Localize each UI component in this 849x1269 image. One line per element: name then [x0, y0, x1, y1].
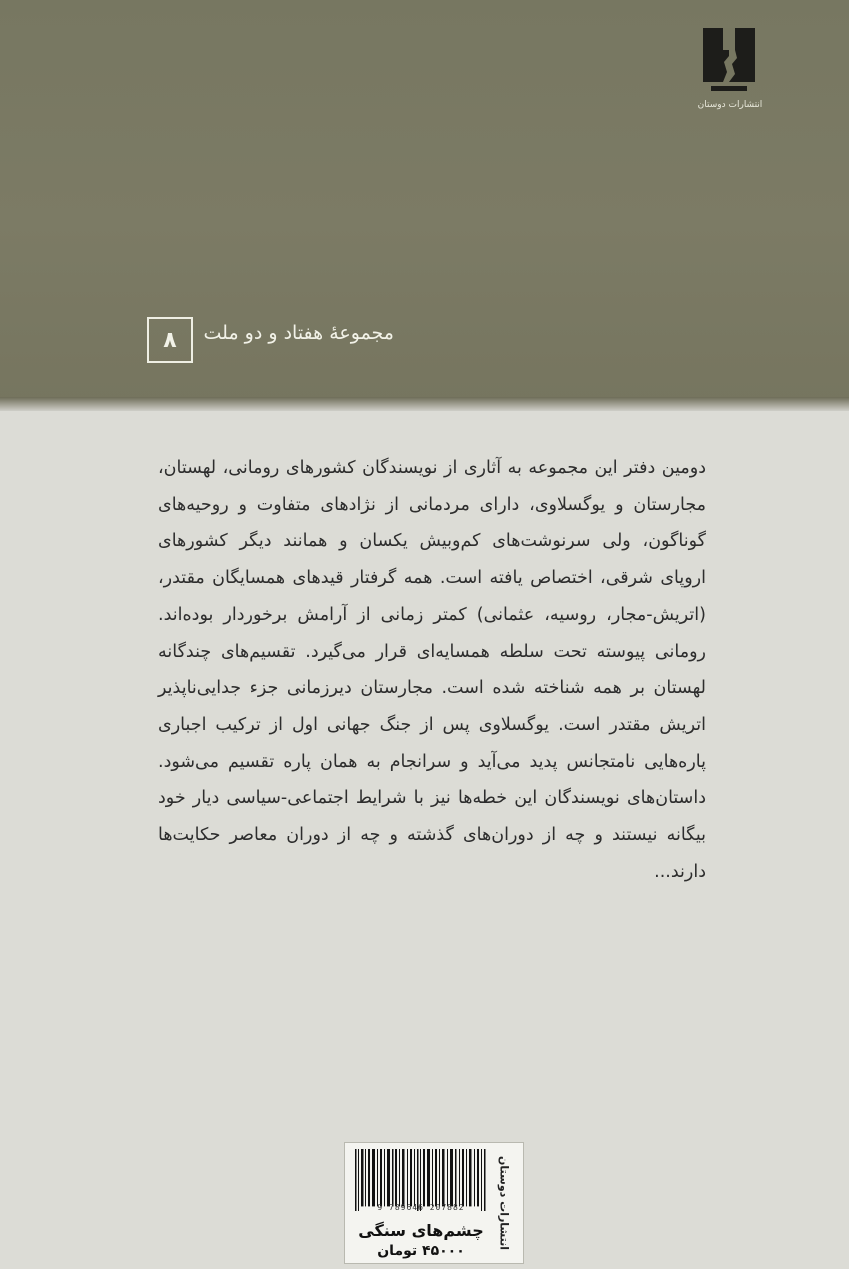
price-sticker: [344, 1142, 524, 1264]
price-label: ۴۵۰۰۰ تومان: [377, 1243, 465, 1259]
band-divider: [0, 397, 849, 411]
barcode: [353, 1149, 489, 1211]
series-number: ۸: [163, 327, 177, 353]
book-title: چشم‌های سنگی: [358, 1221, 484, 1240]
back-cover-blurb: [158, 450, 706, 890]
series-number-box: [147, 317, 193, 363]
publisher-name: انتشارات دوستان: [697, 100, 763, 110]
blurb-text: دومین دفتر این مجموعه به آثاری از نویسندگان کشورهای رومانی، لهستان، مجارستان و یوگسلاوی، دارای مردمانی از نژادهای متفاوت و روحیه‌های گوناگون، ولی سرنوشت‌های کم‌وبیش یکسان و همانند دیگر کشورهای اروپای شرقی، اختصاص یافته است. همه گرفتار قیدهای همسایگان مقتدر، (اتریش-مجار، روسیه، عثمانی) کمتر زمانی از آرامش برخوردار بوده‌اند. رومانی پیوسته تحت سلطه همسایه‌ای قرار می‌گیرد. تقسیم‌های چندگانه لهستان بر همه شناخته شده است. مجارستان دیرزمانی جزء جدایی‌ناپذیر اتریش مقتدر است. یوگسلاوی پس از جنگ جهانی اول از ترکیب اجباری پاره‌هایی نامتجانس پدید می‌آید و سرانجام به همان پاره تقسیم می‌شود. داستان‌های نویسندگان این خطه‌ها نیز با شرایط اجتماعی-سیاسی دیار خود بیگانه نیستند و چه از دوران‌های گذشته و چه از دوران معاصر حکایت‌ها دارند...: [158, 458, 706, 882]
barcode-number: 9 789646 207882: [377, 1203, 465, 1212]
series-title: مجموعۀ هفتاد و دو ملت: [203, 322, 394, 344]
sticker-publisher: انتشارات دوستان: [497, 1155, 511, 1250]
